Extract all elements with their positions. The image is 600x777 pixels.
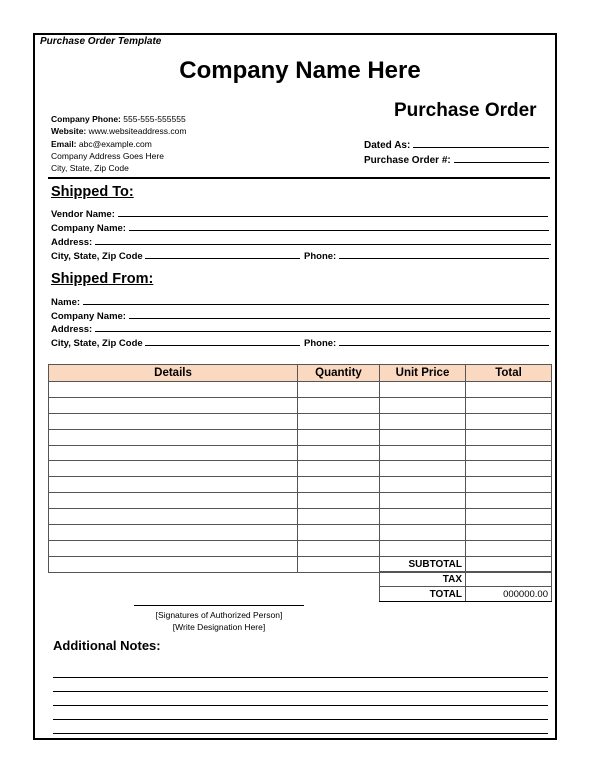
designation-caption: [Write Designation Here] [172, 622, 266, 632]
unit-price-cell[interactable] [380, 509, 466, 525]
quantity-column-header: Quantity [298, 365, 380, 382]
shipped-to-heading: Shipped To: [51, 184, 134, 200]
unit-price-cell[interactable] [380, 477, 466, 493]
company-phone-label: Company Phone: [51, 114, 121, 124]
table-row [49, 509, 552, 525]
table-row [49, 540, 552, 556]
table-row [49, 477, 552, 493]
dated-as-label: Dated As: [364, 140, 411, 151]
quantity-cell[interactable] [298, 413, 380, 429]
from-company-name-field[interactable] [129, 310, 550, 319]
from-phone-field[interactable] [339, 337, 549, 346]
details-column-header: Details [49, 365, 298, 382]
total-column-header: Total [466, 365, 552, 382]
items-header-row [49, 365, 552, 382]
total-cell[interactable] [466, 397, 552, 413]
unit-price-cell[interactable] [380, 397, 466, 413]
header-divider [48, 177, 550, 179]
note-line[interactable] [53, 677, 548, 678]
company-address: Company Address Goes Here [51, 151, 164, 161]
unit-price-cell[interactable] [380, 525, 466, 541]
total-cell[interactable] [466, 509, 552, 525]
note-line[interactable] [53, 691, 548, 692]
website-label: Website: [51, 126, 87, 136]
from-city-row [51, 337, 300, 349]
details-cell[interactable] [49, 556, 298, 572]
total-cell[interactable] [466, 445, 552, 461]
total-cell[interactable] [466, 493, 552, 509]
to-company-name-field[interactable] [129, 222, 549, 231]
details-cell[interactable] [49, 413, 298, 429]
details-cell[interactable] [49, 445, 298, 461]
quantity-cell[interactable] [298, 556, 380, 572]
unit-price-cell[interactable] [380, 382, 466, 398]
total-cell[interactable] [466, 477, 552, 493]
dated-as-field[interactable] [413, 138, 549, 148]
items-body [49, 382, 552, 573]
table-row [49, 525, 552, 541]
note-line[interactable] [53, 719, 548, 720]
table-row [49, 382, 552, 398]
details-cell[interactable] [49, 429, 298, 445]
table-row [49, 461, 552, 477]
company-phone-value: 555-555-555555 [123, 114, 186, 124]
details-cell[interactable] [49, 477, 298, 493]
quantity-cell[interactable] [298, 477, 380, 493]
items-table [48, 364, 552, 573]
quantity-cell[interactable] [298, 509, 380, 525]
po-number-row [364, 153, 549, 166]
dated-as-row [364, 138, 549, 151]
vendor-name-row [51, 208, 548, 220]
unit-price-cell[interactable] [380, 540, 466, 556]
website-value: www.websiteaddress.com [88, 126, 187, 136]
template-title: Purchase Order Template [40, 36, 162, 47]
note-line[interactable] [53, 705, 548, 706]
to-address-field[interactable] [95, 236, 551, 245]
to-city-label: City, State, Zip Code [51, 251, 143, 262]
quantity-cell[interactable] [298, 493, 380, 509]
from-address-label: Address: [51, 324, 93, 335]
quantity-cell[interactable] [298, 382, 380, 398]
details-cell[interactable] [49, 493, 298, 509]
from-name-field[interactable] [83, 296, 549, 305]
table-row [49, 413, 552, 429]
table-row [49, 397, 552, 413]
total-row [380, 587, 552, 602]
to-city-row [51, 250, 300, 262]
from-city-label: City, State, Zip Code [51, 338, 143, 349]
details-cell[interactable] [49, 540, 298, 556]
note-line[interactable] [53, 733, 548, 734]
tax-label: TAX [380, 572, 466, 587]
quantity-cell[interactable] [298, 540, 380, 556]
additional-notes-heading: Additional Notes: [53, 638, 161, 653]
details-cell[interactable] [49, 397, 298, 413]
signature-line[interactable] [134, 605, 304, 606]
signature-caption: [Signatures of Authorized Person] [155, 610, 283, 620]
total-cell[interactable] [466, 525, 552, 541]
company-name: Company Name Here [179, 57, 421, 84]
quantity-cell[interactable] [298, 461, 380, 477]
shipped-from-heading: Shipped From: [51, 271, 154, 287]
total-cell[interactable] [466, 461, 552, 477]
from-name-label: Name: [51, 297, 81, 308]
total-label: TOTAL [380, 587, 466, 602]
subtotal-row [380, 557, 552, 572]
from-company-name-label: Company Name: [51, 311, 126, 322]
email-row [51, 139, 152, 149]
details-cell[interactable] [49, 509, 298, 525]
to-address-label: Address: [51, 237, 93, 248]
quantity-cell[interactable] [298, 397, 380, 413]
to-phone-row [304, 250, 549, 262]
table-row [49, 493, 552, 509]
quantity-cell[interactable] [298, 525, 380, 541]
company-city-state-zip: City, State, Zip Code [51, 163, 129, 173]
tax-value[interactable] [466, 572, 552, 587]
total-cell[interactable] [466, 429, 552, 445]
from-phone-row [304, 337, 549, 349]
unit-price-cell[interactable] [380, 429, 466, 445]
subtotal-value[interactable] [466, 557, 552, 572]
table-row [49, 429, 552, 445]
from-city-field[interactable] [145, 337, 300, 346]
to-company-name-label: Company Name: [51, 223, 126, 234]
vendor-name-field[interactable] [118, 208, 548, 217]
to-phone-label: Phone: [304, 251, 337, 262]
unit-price-column-header: Unit Price [380, 365, 466, 382]
from-address-field[interactable] [95, 323, 551, 332]
document-title: Purchase Order [394, 100, 537, 121]
email-value: abc@example.com [78, 139, 152, 149]
unit-price-cell[interactable] [380, 445, 466, 461]
po-number-label: Purchase Order #: [364, 155, 451, 166]
po-number-field[interactable] [454, 153, 549, 163]
from-phone-label: Phone: [304, 338, 337, 349]
total-cell[interactable] [466, 382, 552, 398]
tax-row [380, 572, 552, 587]
to-phone-field[interactable] [339, 250, 549, 259]
to-company-name-row [51, 222, 549, 234]
quantity-cell[interactable] [298, 445, 380, 461]
table-row [49, 445, 552, 461]
quantity-cell[interactable] [298, 429, 380, 445]
website-row [51, 126, 186, 136]
details-cell[interactable] [49, 525, 298, 541]
from-address-row [51, 323, 551, 335]
total-value[interactable]: 000000.00 [466, 587, 552, 602]
vendor-name-label: Vendor Name: [51, 209, 115, 220]
unit-price-cell[interactable] [380, 461, 466, 477]
unit-price-cell[interactable] [380, 413, 466, 429]
from-company-name-row [51, 310, 550, 322]
from-name-row [51, 296, 549, 308]
company-phone-row [51, 114, 186, 124]
to-address-row [51, 236, 551, 248]
totals-table [379, 556, 552, 602]
unit-price-cell[interactable] [380, 493, 466, 509]
email-label: Email: [51, 139, 77, 149]
total-cell[interactable] [466, 540, 552, 556]
to-city-field[interactable] [145, 250, 300, 259]
details-cell[interactable] [49, 461, 298, 477]
details-cell[interactable] [49, 382, 298, 398]
subtotal-label: SUBTOTAL [380, 557, 466, 572]
total-cell[interactable] [466, 413, 552, 429]
